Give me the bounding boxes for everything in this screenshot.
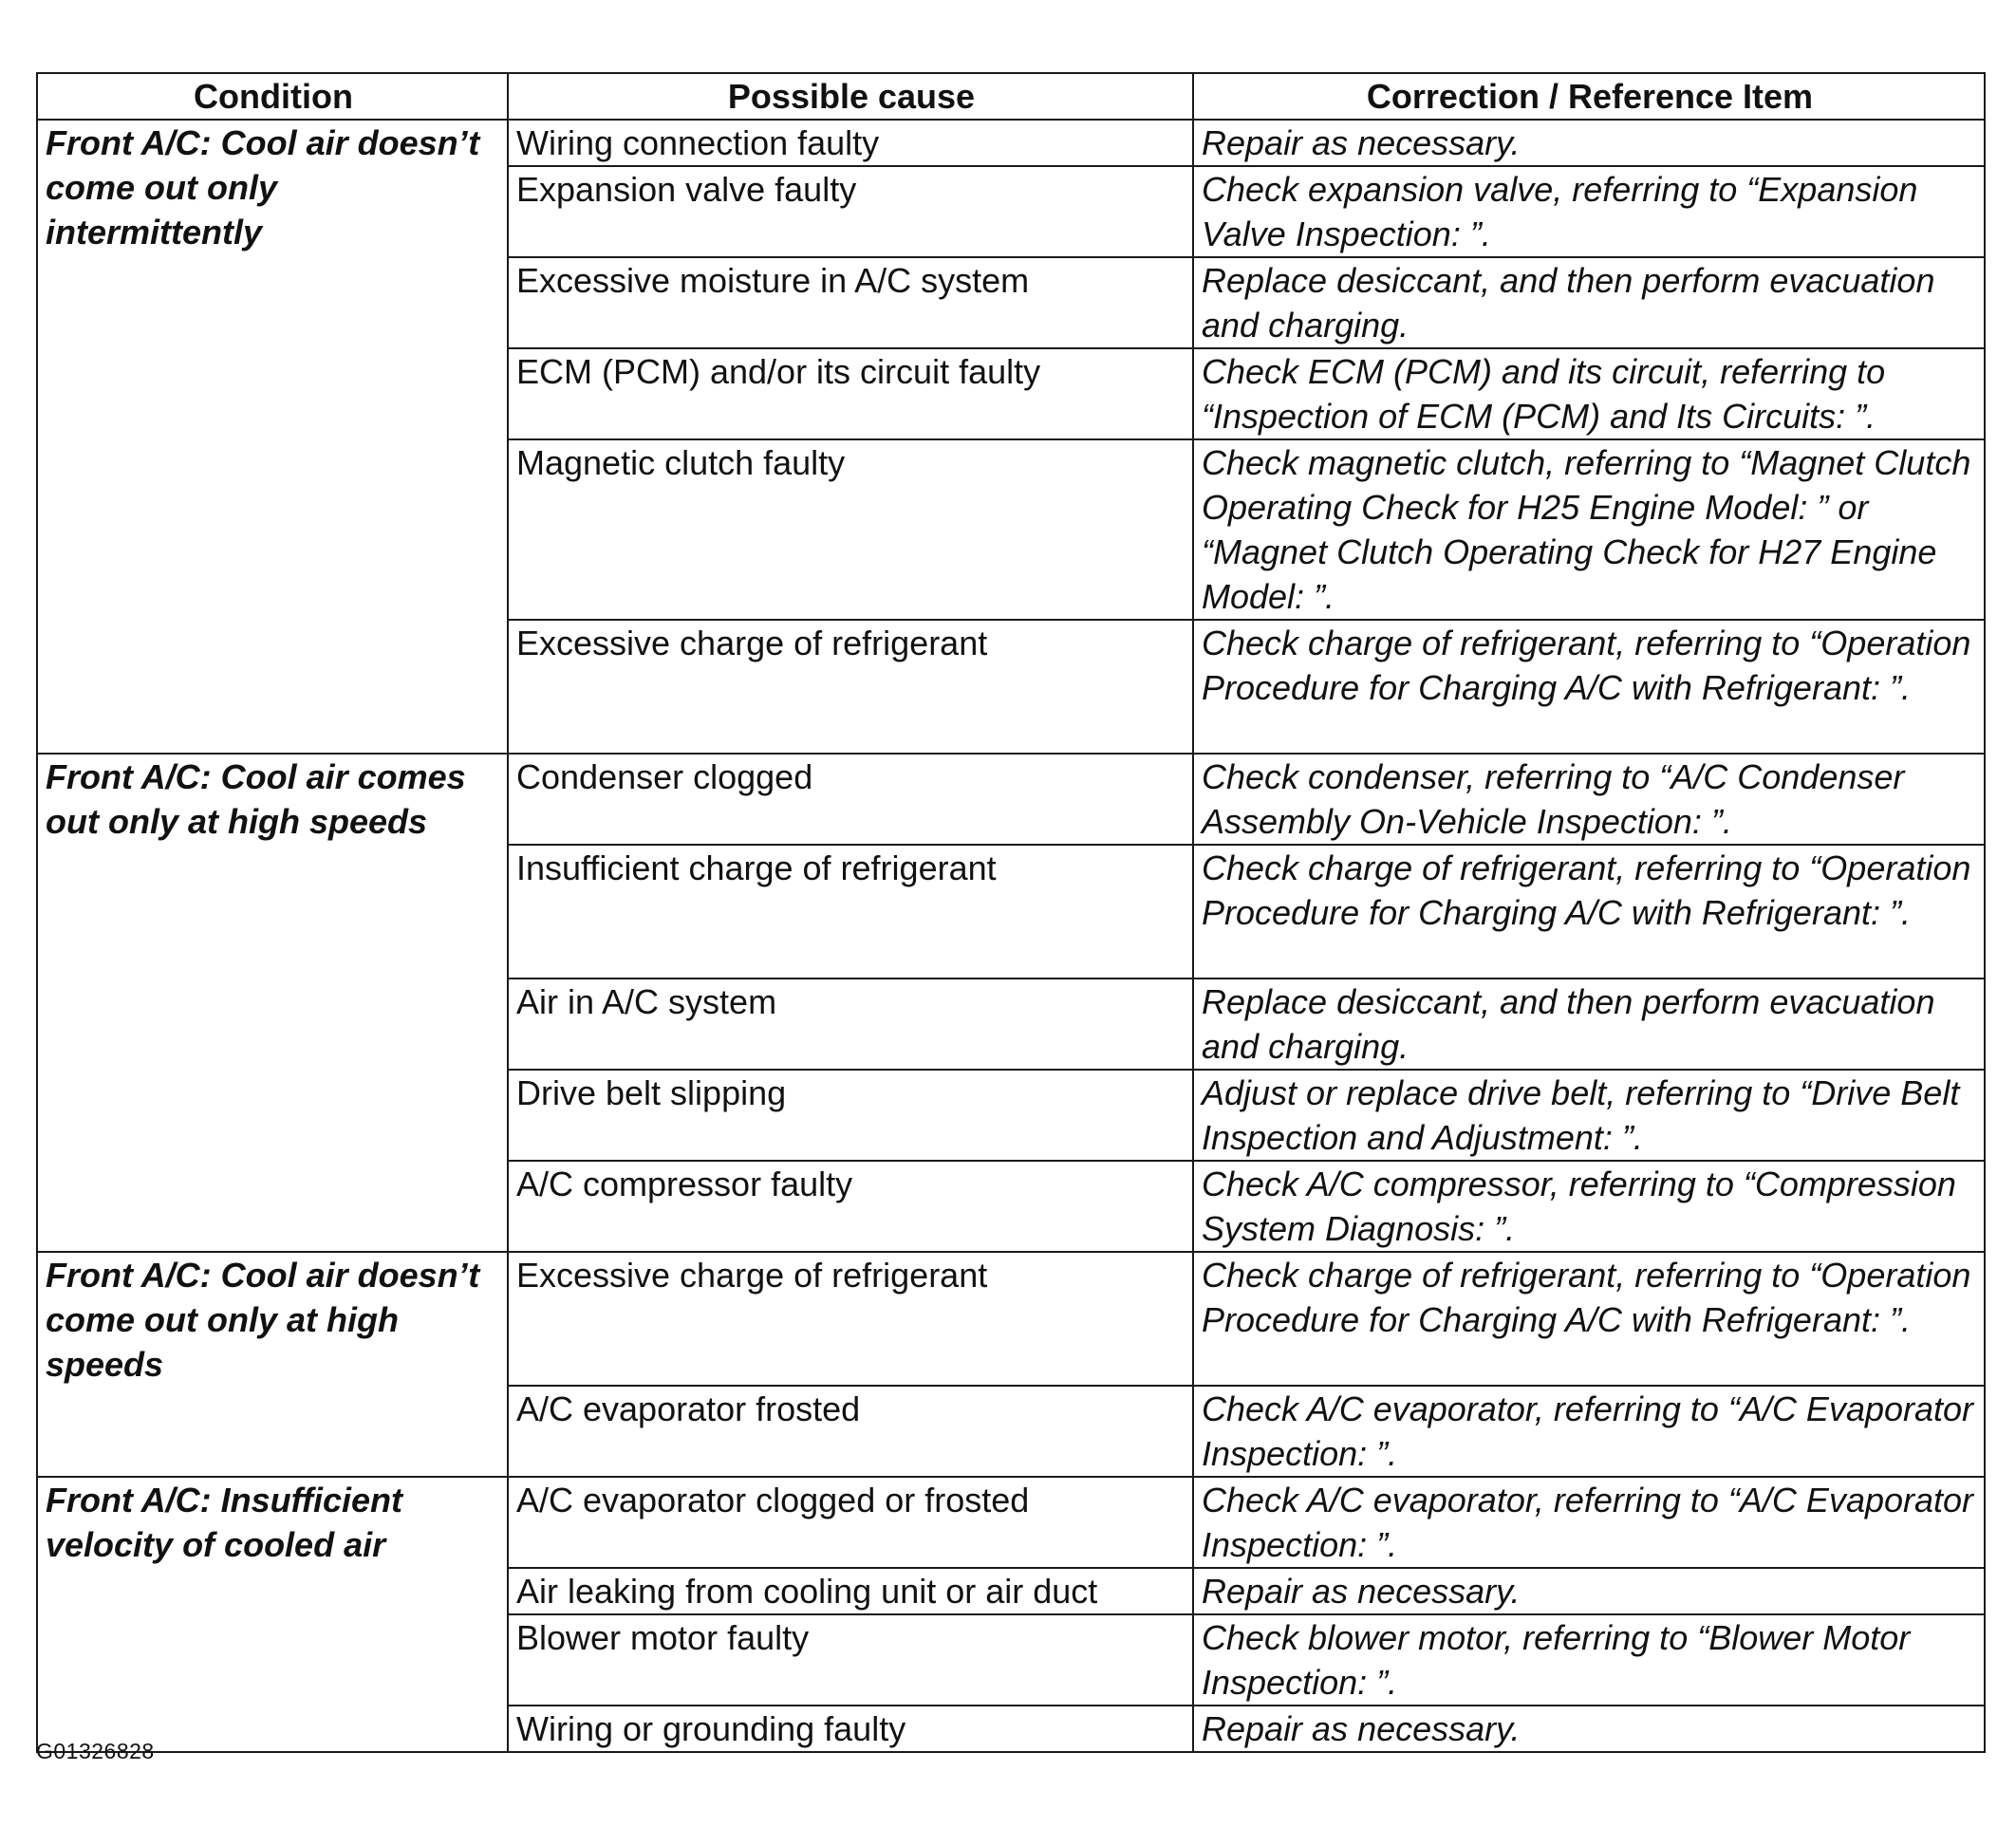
- correction-cell: Check magnetic clutch, referring to “Magnet Clutch Operating Check for H25 Engine Model: ” or “Magnet Clutch Operating Check for H27 Engine Model: ”.: [1193, 439, 1985, 620]
- table-row: [37, 1252, 1985, 1386]
- possible-cause-cell: Condenser clogged: [508, 754, 1193, 845]
- table-row: [37, 120, 1985, 166]
- correction-cell: Repair as necessary.: [1193, 1568, 1985, 1614]
- table-row: [37, 1477, 1985, 1568]
- header-correction: Correction / Reference Item: [1193, 73, 1985, 120]
- possible-cause-cell: Excessive charge of refrigerant: [508, 1252, 1193, 1386]
- possible-cause-cell: Air leaking from cooling unit or air duct: [508, 1568, 1193, 1614]
- table-header: [37, 73, 1985, 120]
- table-body: [37, 120, 1985, 1752]
- possible-cause-cell: Air in A/C system: [508, 979, 1193, 1070]
- possible-cause-cell: Excessive charge of refrigerant: [508, 620, 1193, 754]
- correction-cell: Replace desiccant, and then perform evacuation and charging.: [1193, 257, 1985, 348]
- possible-cause-cell: A/C compressor faulty: [508, 1161, 1193, 1252]
- possible-cause-cell: ECM (PCM) and/or its circuit faulty: [508, 348, 1193, 439]
- table-row: [37, 754, 1985, 845]
- correction-cell: Check expansion valve, referring to “Expansion Valve Inspection: ”.: [1193, 166, 1985, 257]
- condition-cell: Front A/C: Cool air doesn’t come out only at high speeds: [37, 1252, 508, 1477]
- possible-cause-cell: Wiring connection faulty: [508, 120, 1193, 166]
- troubleshooting-table: [36, 72, 1986, 1753]
- correction-cell: Check A/C evaporator, referring to “A/C Evaporator Inspection: ”.: [1193, 1477, 1985, 1568]
- correction-cell: Check charge of refrigerant, referring to “Operation Procedure for Charging A/C with Refrigerant: ”.: [1193, 1252, 1985, 1386]
- condition-cell: Front A/C: Cool air comes out only at high speeds: [37, 754, 508, 1252]
- possible-cause-cell: A/C evaporator clogged or frosted: [508, 1477, 1193, 1568]
- header-condition: Condition: [37, 73, 508, 120]
- correction-cell: Adjust or replace drive belt, referring to “Drive Belt Inspection and Adjustment: ”.: [1193, 1070, 1985, 1161]
- possible-cause-cell: Wiring or grounding faulty: [508, 1706, 1193, 1752]
- possible-cause-cell: Expansion valve faulty: [508, 166, 1193, 257]
- correction-cell: Check A/C evaporator, referring to “A/C Evaporator Inspection: ”.: [1193, 1386, 1985, 1477]
- correction-cell: Check blower motor, referring to “Blower Motor Inspection: ”.: [1193, 1614, 1985, 1706]
- header-possible-cause: Possible cause: [508, 73, 1193, 120]
- possible-cause-cell: A/C evaporator frosted: [508, 1386, 1193, 1477]
- header-row: [37, 73, 1985, 120]
- correction-cell: Check charge of refrigerant, referring to “Operation Procedure for Charging A/C with Refrigerant: ”.: [1193, 620, 1985, 754]
- correction-cell: Repair as necessary.: [1193, 120, 1985, 166]
- possible-cause-cell: Excessive moisture in A/C system: [508, 257, 1193, 348]
- possible-cause-cell: Blower motor faulty: [508, 1614, 1193, 1706]
- correction-cell: Check ECM (PCM) and its circuit, referring to “Inspection of ECM (PCM) and Its Circuits: ”.: [1193, 348, 1985, 439]
- correction-cell: Check charge of refrigerant, referring to “Operation Procedure for Charging A/C with Refrigerant: ”.: [1193, 845, 1985, 979]
- possible-cause-cell: Insufficient charge of refrigerant: [508, 845, 1193, 979]
- correction-cell: Repair as necessary.: [1193, 1706, 1985, 1752]
- possible-cause-cell: Magnetic clutch faulty: [508, 439, 1193, 620]
- correction-cell: Check condenser, referring to “A/C Condenser Assembly On-Vehicle Inspection: ”.: [1193, 754, 1985, 845]
- correction-cell: Replace desiccant, and then perform evacuation and charging.: [1193, 979, 1985, 1070]
- condition-cell: Front A/C: Cool air doesn’t come out only intermittently: [37, 120, 508, 754]
- figure-id-label: G01326828: [36, 1739, 155, 1763]
- possible-cause-cell: Drive belt slipping: [508, 1070, 1193, 1161]
- correction-cell: Check A/C compressor, referring to “Compression System Diagnosis: ”.: [1193, 1161, 1985, 1252]
- condition-cell: Front A/C: Insufficient velocity of cooled air: [37, 1477, 508, 1752]
